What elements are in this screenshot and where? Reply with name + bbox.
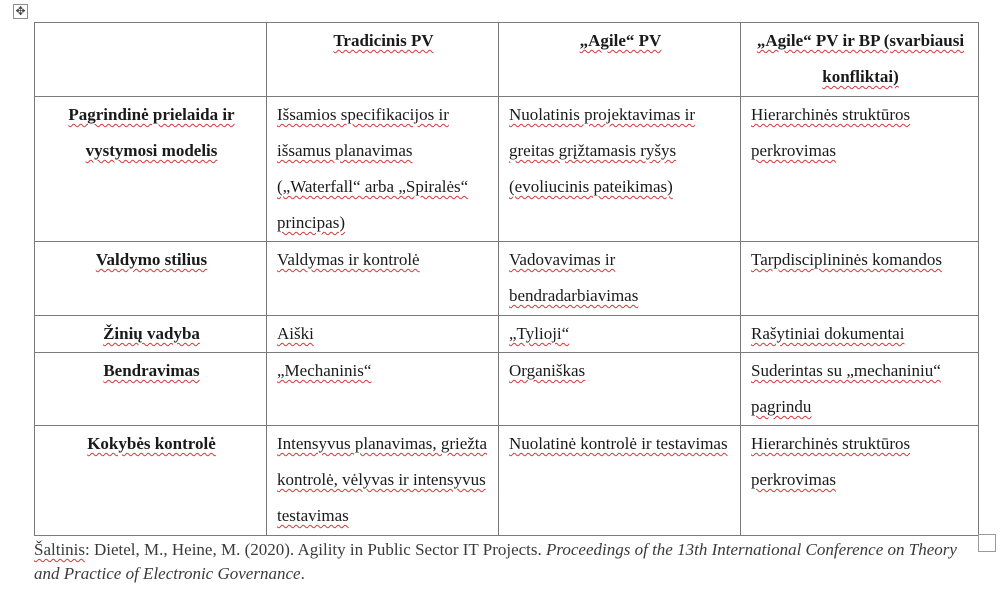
table-cell: Organiškas (499, 353, 741, 426)
table-cell: Hierarchinės struktūros perkrovimas (741, 426, 979, 536)
table-cell: Aiški (267, 316, 499, 353)
source-citation (34, 538, 964, 586)
source-journal: Proceedings of the 13th International Conference on Theory and Practice of Electronic Governance (34, 540, 957, 583)
table-cell: Nuolatinis projektavimas ir greitas grįžtamasis ryšys (evoliucinis pateikimas) (499, 97, 741, 242)
table-cell: Suderintas su „mechaniniu“ pagrindu (741, 353, 979, 426)
table-row (35, 97, 979, 242)
row-label-quality-control: Kokybės kontrolė (35, 426, 267, 536)
table-cell: „Mechaninis“ (267, 353, 499, 426)
header-cell-traditional: Tradicinis PV (267, 23, 499, 97)
table-cell: Tarpdisciplininės komandos (741, 242, 979, 316)
table-move-handle-icon[interactable]: ✥ (13, 4, 28, 19)
table-cell: Intensyvus planavimas, griežta kontrolė, vėlyvas ir intensyvus testavimas (267, 426, 499, 536)
header-cell-agile-bp: „Agile“ PV ir BP (svarbiausi konfliktai) (741, 23, 979, 97)
table-cell: Vadovavimas ir bendradarbiavimas (499, 242, 741, 316)
row-label-assumption: Pagrindinė prielaida ir vystymosi modelis (35, 97, 267, 242)
header-cell-agile: „Agile“ PV (499, 23, 741, 97)
header-cell-empty (35, 23, 267, 97)
table-cell: Valdymas ir kontrolė (267, 242, 499, 316)
table-row (35, 353, 979, 426)
row-label-knowledge-management: Žinių vadyba (35, 316, 267, 353)
table-header-row (35, 23, 979, 97)
table-cell: Hierarchinės struktūros perkrovimas (741, 97, 979, 242)
source-authors: : Dietel, M., Heine, M. (2020). Agility in Public Sector IT Projects. (85, 540, 547, 559)
source-label: Šaltinis (34, 540, 86, 559)
source-end: . (300, 564, 305, 583)
comparison-table (34, 22, 979, 536)
table-row (35, 426, 979, 536)
table-row (35, 316, 979, 353)
table-row (35, 242, 979, 316)
row-label-management-style: Valdymo stilius (35, 242, 267, 316)
row-label-communication: Bendravimas (35, 353, 267, 426)
table-cell: „Tylioji“ (499, 316, 741, 353)
table-resize-square-icon[interactable] (978, 534, 996, 552)
table-cell: Išsamios specifikacijos ir išsamus planavimas („Waterfall“ arba „Spiralės“ principas) (267, 97, 499, 242)
table-cell: Rašytiniai dokumentai (741, 316, 979, 353)
table-cell: Nuolatinė kontrolė ir testavimas (499, 426, 741, 536)
